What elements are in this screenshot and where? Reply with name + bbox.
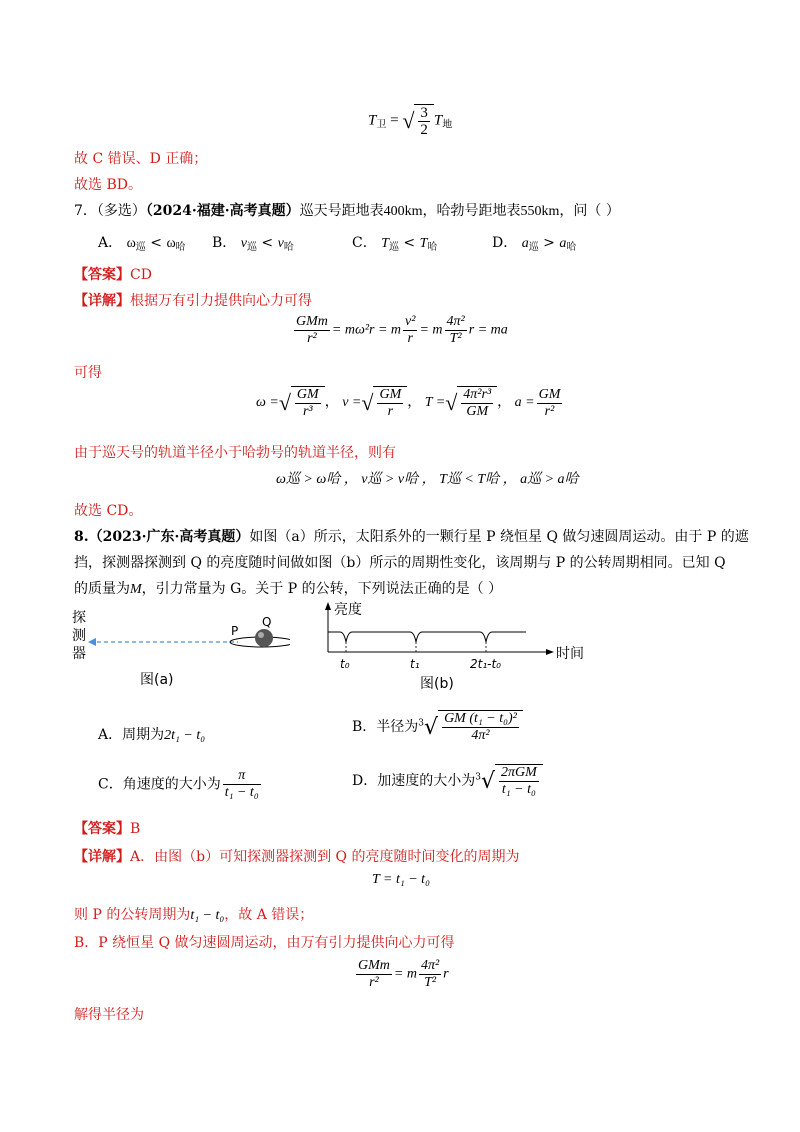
answer-tag: 【答案】 (74, 821, 130, 837)
frac-den: r (407, 331, 413, 346)
eq-text: = m (393, 966, 417, 982)
eq-sep: ， (497, 395, 512, 411)
root-index: 3 (418, 718, 425, 729)
detail-tag: 【详解】 (74, 293, 130, 309)
q7-dist-2: 550km (520, 204, 560, 219)
root-index: 3 (475, 772, 481, 783)
frac-num: 4π² (420, 958, 440, 973)
detail-text: 则 P 的公转周期为 (74, 907, 191, 923)
option-symbol: ω (126, 236, 136, 251)
q8-option-b (352, 710, 523, 744)
q8-option-d (352, 764, 543, 798)
option-op: < (261, 235, 274, 251)
answer-tag: 【答案】 (74, 267, 130, 283)
frac-num: 4π² (446, 314, 465, 329)
frac-den: r² (307, 331, 317, 346)
frac-num: v² (405, 314, 416, 329)
q7-option-a (98, 232, 186, 253)
option-label: B．半径为 (352, 719, 419, 735)
frac-num: GM (538, 386, 561, 402)
detail-tag: 【详解】 (74, 849, 130, 865)
option-symbol: T (419, 236, 428, 251)
eq-text: v = (342, 395, 362, 411)
sqrt-sign: √ (361, 390, 374, 415)
option-sub: 哈 (175, 242, 186, 253)
frac-num: GM (296, 387, 319, 402)
eq-subscript: 卫 (376, 119, 387, 131)
eq-text: ω = (256, 395, 279, 411)
inline-expr: t₁ − t₀ (190, 908, 225, 923)
option-label: B． (212, 235, 237, 251)
answer-value: B (130, 821, 141, 837)
figure-b-caption: 图(b) (420, 676, 454, 692)
q8-solve: 解得半径为 (74, 1007, 144, 1023)
sqrt-body (414, 104, 434, 138)
q8-equation-b (354, 958, 449, 991)
answer-value: CD (130, 267, 152, 283)
eq-text: a = (514, 395, 535, 411)
figure-a (70, 604, 290, 694)
sqrt-sign: √ (424, 714, 439, 740)
q8-line-b: B．P 绕恒星 Q 做匀速圆周运动，由万有引力提供向心力可得 (74, 935, 455, 951)
star-q-label: Q (262, 615, 272, 629)
q8-mass: M (130, 582, 142, 597)
x-axis-label: 时间 (556, 646, 584, 662)
frac-den: t₁ − t₀ (224, 785, 259, 800)
frac-num: 3 (420, 105, 428, 121)
arrow-head (88, 638, 96, 646)
q7-number: 7． (74, 203, 97, 219)
frac-num: π (223, 768, 261, 785)
option-expr: 2t₁ − t₀ (164, 728, 206, 743)
tick-2t1-t0: 2t₁-t₀ (470, 657, 501, 671)
sqrt-sign: √ (402, 108, 415, 133)
sqrt-sign: √ (480, 768, 495, 794)
q8-option-a (98, 724, 205, 744)
frac-den: r² (369, 975, 379, 990)
frac-num: 4π²r³ (463, 387, 492, 402)
eq-subscript: 地 (442, 119, 453, 131)
frac-den: GM (466, 404, 489, 419)
q7-answer (74, 264, 152, 284)
frac-num: GM (379, 387, 402, 402)
top-equation: $T_卫$ = √ $\frac{3}{2}$ $T_地$ (368, 105, 453, 138)
q7-equation-2 (256, 386, 564, 420)
q7-stem (74, 200, 620, 220)
q8-stem-1 (74, 526, 749, 546)
q7-equation-3: ω巡 > ω哈 ， v巡 > v哈 ， T巡 < T哈 ， a巡 > a哈 (276, 472, 579, 487)
q7-text: 巡天号距地表 (299, 203, 384, 219)
q7-detail (74, 290, 312, 310)
eq-text: = mω²r = m (331, 322, 402, 338)
option-sub: 巡 (388, 242, 399, 253)
frac-den: T² (449, 331, 462, 346)
frac-num: 2πGM (501, 765, 537, 780)
q7-conclusion: 故选 CD。 (74, 503, 143, 519)
star-q (255, 629, 273, 647)
option-symbol: ω (166, 236, 176, 251)
option-op: < (150, 235, 162, 251)
detector-label: 测 (72, 628, 86, 644)
option-label: C．角速度的大小为 (98, 776, 221, 793)
detail-text: ，故 A 错误； (224, 907, 314, 923)
detail-text: A．由图（b）可知探测器探测到 Q 的亮度随时间变化的周期为 (130, 849, 520, 865)
tick-t0: t₀ (340, 657, 350, 671)
frac-den: r² (544, 403, 555, 419)
eq-symbol: T (368, 112, 377, 129)
option-label: C． (352, 235, 377, 251)
q8-option-c (98, 768, 263, 801)
y-axis-label: 亮度 (334, 602, 362, 618)
frac-den: 4π² (471, 728, 490, 743)
figure-a-caption: 图(a) (140, 672, 174, 688)
tick-t1: t₁ (410, 657, 420, 671)
eq-text: r = ma (468, 322, 508, 338)
option-symbol: v (277, 236, 284, 251)
q7-text: ，问（ ） (559, 203, 620, 219)
frac-num: GMm (296, 314, 328, 329)
frac-den: t₁ − t₀ (501, 782, 536, 797)
q8-line-a (74, 904, 313, 924)
frac-num: GM (t₁ − t₀)² (444, 711, 517, 726)
eq-text: T = (424, 395, 446, 411)
option-symbol: T (381, 236, 389, 251)
option-op: < (403, 235, 416, 251)
detector-label: 探 (72, 610, 86, 626)
option-sub: 哈 (427, 242, 438, 253)
q8-stem-3 (74, 578, 502, 598)
q7-source: （2024·福建·高考真题） (145, 203, 300, 219)
q8-answer (74, 818, 140, 838)
option-symbol: v (240, 236, 247, 251)
sqrt-sign: √ (445, 390, 458, 415)
option-sub: 哈 (566, 242, 577, 253)
q8-stem-2: 挡，探测器探测到 Q 的亮度随时间做如图（b）所示的周期性变化，该周期与 P 的公转周期相同。已知 Q (74, 555, 726, 571)
option-op: > (543, 235, 555, 251)
figure-b (318, 600, 588, 696)
option-sub: 巡 (135, 242, 146, 253)
q7-equation-1 (292, 314, 508, 347)
detector-label: 器 (72, 646, 86, 662)
q7-tag: （多选） (96, 203, 146, 219)
eq-text: r (443, 966, 449, 982)
option-sub: 巡 (246, 242, 257, 253)
q7-can-get: 可得 (74, 365, 102, 381)
q8-text: 如图（a）所示，太阳系外的一颗行星 P 绕恒星 Q 做匀速圆周运动。由于 P 的遮 (249, 529, 749, 545)
frac-den: r (387, 404, 394, 419)
q7-option-c (352, 232, 437, 253)
eq-text: = m (419, 322, 443, 338)
q7-option-b (212, 232, 294, 253)
q8-source: （2023·广东·高考真题） (88, 529, 250, 545)
option-label: D．加速度的大小为 (352, 773, 476, 789)
option-sub: 哈 (283, 242, 294, 253)
eq-symbol: T (433, 112, 443, 129)
frac-den: T² (424, 975, 437, 990)
planet-p-label: P (231, 624, 239, 638)
q8-period-equation: T = t₁ − t₀ (372, 872, 430, 887)
q8-number: 8. (74, 529, 89, 545)
frac-den: 2 (420, 122, 428, 138)
option-symbol: a (559, 236, 567, 251)
frac-den: r³ (302, 404, 313, 419)
detail-text: 根据万有引力提供向心力可得 (130, 293, 312, 309)
q7-reason: 由于巡天号的轨道半径小于哈勃号的轨道半径，则有 (74, 445, 396, 461)
eq-sep: ， (407, 395, 422, 411)
q8-text: 的质量为 (74, 581, 130, 597)
frac-num: GMm (358, 958, 390, 973)
option-label: A． (98, 235, 123, 251)
prev-conclusion-1: 故 C 错误、D 正确； (74, 151, 208, 167)
sqrt-sign: √ (278, 390, 291, 415)
option-sub: 巡 (528, 242, 539, 253)
option-label: D． (492, 235, 518, 251)
prev-conclusion-2: 故选 BD。 (74, 177, 142, 193)
option-symbol: a (521, 236, 529, 251)
option-label: A．周期为 (98, 727, 165, 743)
q7-option-d (492, 232, 576, 253)
q8-detail (74, 846, 519, 866)
q8-text: ，引力常量为 G。关于 P 的公转，下列说法正确的是（ ） (141, 581, 503, 597)
eq-sep: ， (324, 395, 339, 411)
q7-dist-1: 400km (383, 204, 423, 219)
brightness-curve (328, 632, 526, 642)
q7-text: ，哈勃号距地表 (422, 203, 521, 219)
